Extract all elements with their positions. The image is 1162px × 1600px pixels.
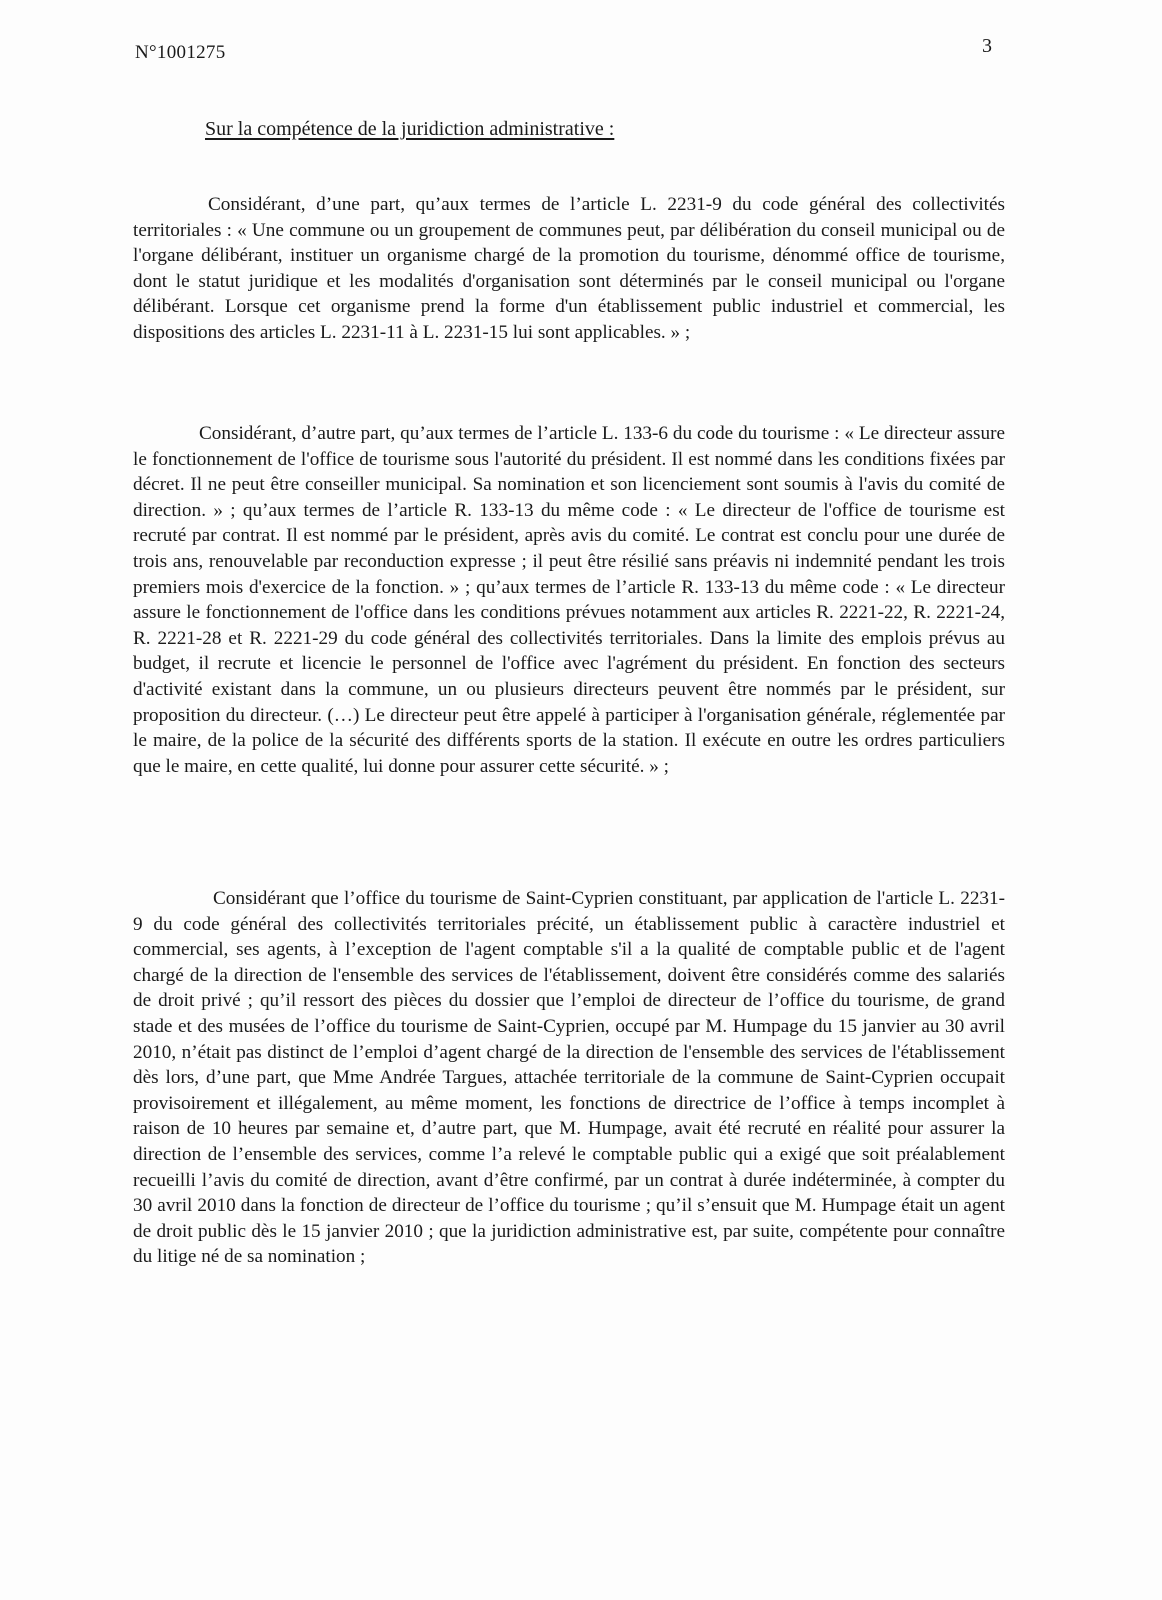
- section-heading: Sur la compétence de la juridiction administrative :: [205, 118, 615, 140]
- paragraph-code-du-tourisme: Considérant, d’autre part, qu’aux termes de l’article L. 133-6 du code du tourisme : « Le directeur assure le fonctionnement de l'office de tourisme sous l'autorité du président. Il est nommé dans les conditions fixées par décret. Il ne peut être conseiller municipal. Sa nomination et son licenciement sont soumis à l'avis du comité de direction. » ; qu’aux termes de l’article R. 133-13 du même code : « Le directeur de l'office de tourisme est recruté par contrat. Il est nommé par le président, après avis du comité. Le contrat est conclu pour une durée de trois ans, renouvelable par reconduction expresse ; il peut être résilié sans préavis ni indemnité pendant les trois premiers mois d'exercice de la fonction. » ; qu’aux termes de l’article R. 133-13 du même code : « Le directeur assure le fonctionnement de l'office dans les conditions prévues notamment aux articles R. 2221-22, R. 2221-24, R. 2221-28 et R. 2221-29 du code général des collectivités territoriales. Dans la limite des emplois prévus au budget, il recrute et licencie le personnel de l'office avec l'agrément du président. En fonction des secteurs d'activité existant dans la commune, un ou plusieurs directeurs peuvent être nommés par le président, sur proposition du directeur. (…) Le directeur peut être appelé à participer à l'organisation générale, réglementée par le maire, de la police de la sécurité des différents sports de la station. Il exécute en outre les ordres particuliers que le maire, en cette qualité, lui donne pour assurer cette sécurité. » ;: [133, 423, 1005, 777]
- page-number: 3: [982, 35, 992, 57]
- document-number: N°1001275: [135, 42, 226, 63]
- paragraph-article-l2231-9: Considérant, d’une part, qu’aux termes de l’article L. 2231-9 du code général des collectivités territoriales : « Une commune ou un groupement de communes peut, par délibération du conseil municipal ou de l'organe délibérant, instituer un organisme chargé de la promotion du tourisme, dénommé office de tourisme, dont le statut juridique et les modalités d'organisation sont déterminés par le conseil municipal ou l'organe délibérant. Lorsque cet organisme prend la forme d'un établissement public industriel et commercial, les dispositions des articles L. 2231-11 à L. 2231-15 lui sont applicables. » ;: [133, 194, 1005, 343]
- paragraph-saint-cyprien: Considérant que l’office du tourisme de Saint-Cyprien constituant, par application de l'article L. 2231-9 du code général des collectivités territoriales précité, un établissement public à caractère industriel et commercial, ses agents, à l’exception de l'agent comptable s'il a la qualité de comptable public et de l'agent chargé de la direction de l'ensemble des services de l'établissement, doivent être considérés comme des salariés de droit privé ; qu’il ressort des pièces du dossier que l’emploi de directeur de l’office du tourisme, de grand stade et des musées de l’office du tourisme de Saint-Cyprien, occupé par M. Humpage du 15 janvier au 30 avril 2010, n’était pas distinct de l’emploi d’agent chargé de la direction de l'ensemble des services de l'établissement dès lors, d’une part, que Mme Andrée Targues, attachée territoriale de la commune de Saint-Cyprien occupait provisoirement et illégalement, au même moment, les fonctions de directrice de l’office à temps incomplet à raison de 10 heures par semaine et, d’autre part, que M. Humpage, avait été recruté en réalité pour assurer la direction de l’ensemble des services, comme l’a relevé le comptable public qui a exigé que soit préalablement recueilli l’avis du comité de direction, avant d’être confirmé, par un contrat à durée indéterminée, à compter du 30 avril 2010 dans la fonction de directeur de l’office du tourisme ; qu’il s’ensuit que M. Humpage était un agent de droit public dès le 15 janvier 2010 ; que la juridiction administrative est, par suite, compétente pour connaître du litige né de sa nomination ;: [133, 888, 1005, 1268]
